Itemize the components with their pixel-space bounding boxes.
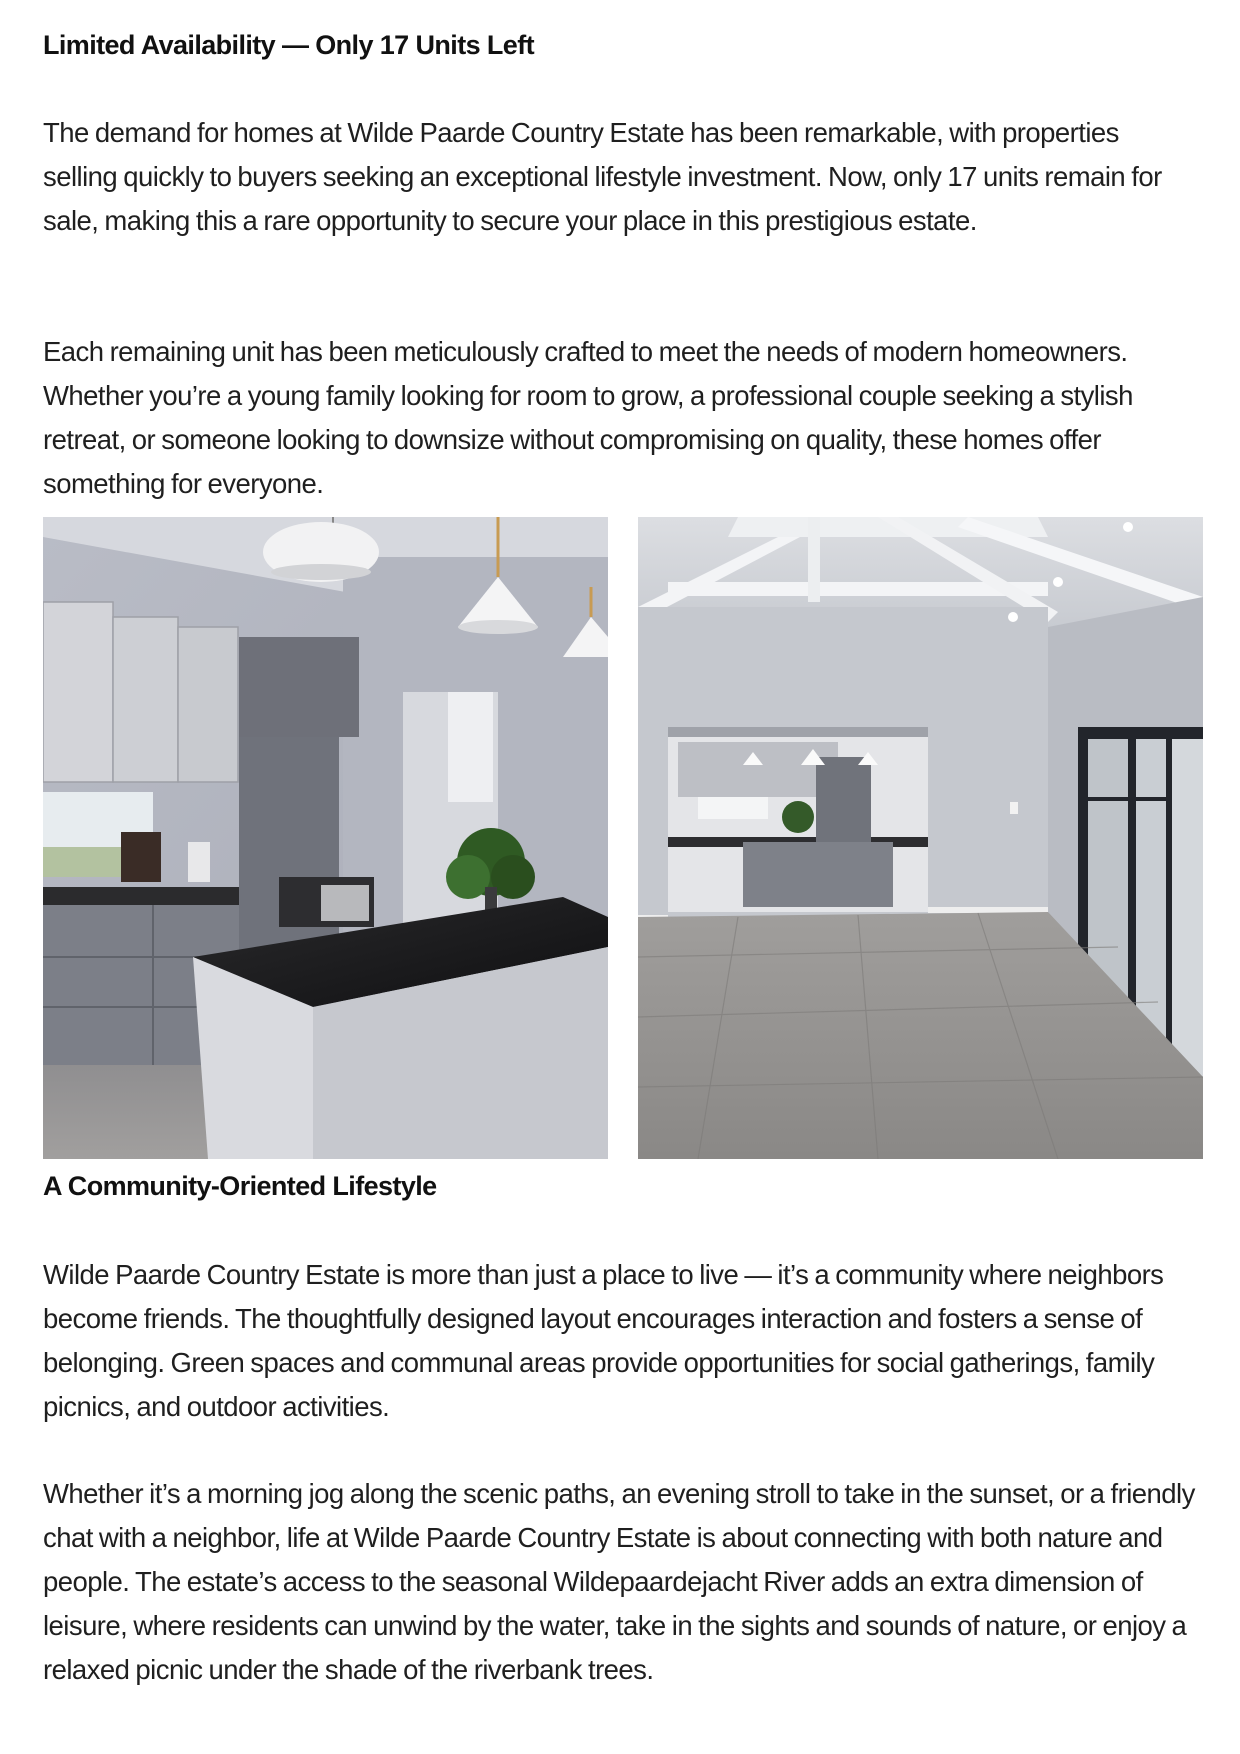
section-heading-community-lifestyle: A Community-Oriented Lifestyle (43, 1171, 437, 1201)
photo-row (43, 517, 1203, 1159)
paragraph-community: Wilde Paarde Country Estate is more than just a place to live — it’s a community where neighbors become friends. The thoughtfully designed layout encourages interaction and fosters a sense of belonging. Green spaces and communal areas provide opportunities for social gatherings, family picnics, and outdoor activities. (43, 1259, 1164, 1422)
living-room-photo (638, 517, 1203, 1159)
living-room-illustration (638, 517, 1203, 1159)
section-heading-limited-availability: Limited Availability — Only 17 Units Left (43, 30, 534, 60)
kitchen-photo (43, 517, 608, 1159)
paragraph-nature-and-river: Whether it’s a morning jog along the scenic paths, an evening stroll to take in the sunset, or a friendly chat with a neighbor, life at Wilde Paarde Country Estate is about connecting with both nature and people. The estate’s access to the seasonal Wildepaardejacht River adds an extra dimension of leisure, where residents can unwind by the water, take in the sights and sounds of nature, or enjoy a relaxed picnic under the shade of the riverbank trees. (43, 1478, 1195, 1685)
paragraph-demand: The demand for homes at Wilde Paarde Country Estate has been remarkable, with properties selling quickly to buyers seeking an exceptional lifestyle investment. Now, only 17 units remain for sale, making this a rare opportunity to secure your place in this prestigious estate. (43, 117, 1162, 236)
kitchen-illustration (43, 517, 608, 1159)
paragraph-remaining-units: Each remaining unit has been meticulously crafted to meet the needs of modern homeowners. Whether you’re a young family looking for room to grow, a professional couple seeking a stylish retreat, or someone looking to downsize without compromising on quality, these homes offer something for everyone. (43, 336, 1133, 499)
